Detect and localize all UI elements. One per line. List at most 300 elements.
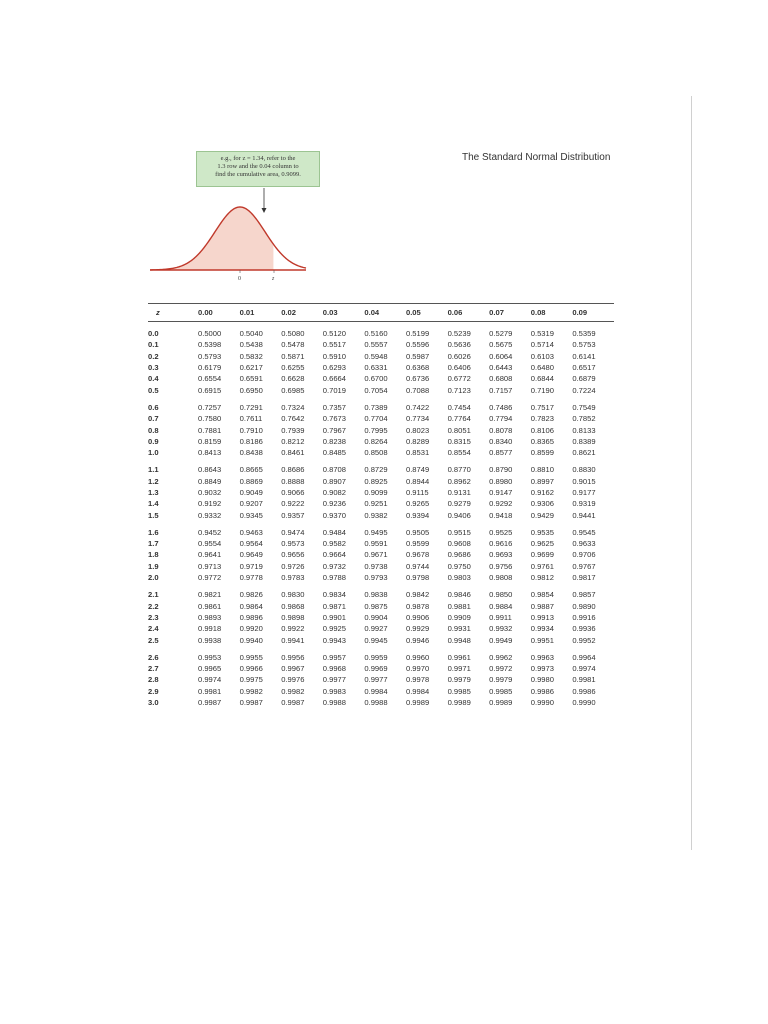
table-cell: 0.9738 bbox=[364, 561, 388, 571]
table-row bbox=[148, 663, 614, 674]
table-cell: 0.9913 bbox=[530, 612, 554, 622]
table-cell: 0.8888 bbox=[281, 476, 305, 486]
table-cell: 0.5636 bbox=[447, 340, 471, 350]
table-cell: 0.9929 bbox=[405, 624, 430, 634]
z-table bbox=[148, 303, 614, 708]
table-cell: 0.9918 bbox=[198, 624, 222, 634]
table-cell: 0.9850 bbox=[489, 590, 513, 600]
table-cell: 0.9953 bbox=[198, 652, 222, 662]
row-z-value: 0.3 bbox=[148, 363, 159, 373]
table-cell: 0.8289 bbox=[405, 436, 430, 446]
table-cell: 0.9251 bbox=[364, 499, 388, 509]
table-cell: 0.9920 bbox=[239, 624, 263, 634]
table-cell: 0.9934 bbox=[530, 624, 554, 634]
row-z-value: 0.9 bbox=[148, 436, 159, 446]
table-cell: 0.8997 bbox=[530, 476, 554, 486]
table-cell: 0.9980 bbox=[530, 675, 554, 685]
table-cell: 0.5478 bbox=[281, 340, 305, 350]
table-cell: 0.9932 bbox=[489, 624, 513, 634]
table-cell: 0.6443 bbox=[489, 363, 513, 373]
row-z-value: 1.3 bbox=[148, 488, 159, 497]
table-cell: 0.9965 bbox=[198, 664, 222, 674]
table-row bbox=[148, 487, 614, 498]
table-cell: 0.6293 bbox=[322, 363, 347, 373]
table-cell: 0.9906 bbox=[405, 612, 430, 622]
table-cell: 0.9719 bbox=[239, 561, 263, 571]
table-cell: 0.9966 bbox=[239, 664, 263, 674]
table-cell: 0.7580 bbox=[198, 414, 222, 424]
table-cell: 0.8830 bbox=[572, 465, 596, 475]
table-cell: 0.9959 bbox=[364, 652, 388, 662]
table-cell: 0.7324 bbox=[281, 402, 305, 412]
pointer-arrowhead bbox=[262, 208, 267, 213]
table-cell: 0.9868 bbox=[281, 601, 305, 611]
table-cell: 0.9817 bbox=[572, 573, 596, 583]
table-cell: 0.8869 bbox=[239, 476, 263, 486]
table-cell: 0.6517 bbox=[572, 363, 596, 373]
table-row bbox=[148, 652, 614, 663]
table-cell: 0.9545 bbox=[572, 527, 596, 537]
table-cell: 0.9963 bbox=[530, 652, 554, 662]
table-row bbox=[148, 328, 614, 339]
table-cell: 0.9975 bbox=[239, 675, 263, 685]
table-cell: 0.9911 bbox=[489, 612, 512, 622]
table-cell: 0.8485 bbox=[322, 448, 347, 458]
table-cell: 0.9265 bbox=[405, 499, 430, 509]
row-z-value: 1.5 bbox=[148, 510, 159, 520]
table-cell: 0.9756 bbox=[489, 561, 513, 571]
table-row bbox=[148, 424, 614, 435]
table-cell: 0.9049 bbox=[239, 488, 263, 497]
table-cell: 0.7019 bbox=[322, 385, 347, 395]
table-cell: 0.9664 bbox=[322, 550, 347, 560]
table-cell: 0.9761 bbox=[530, 561, 554, 571]
table-cell: 0.9985 bbox=[489, 686, 513, 696]
table-cell: 0.9744 bbox=[405, 561, 430, 571]
table-cell: 0.9292 bbox=[489, 499, 513, 509]
table-cell: 0.9987 bbox=[198, 698, 222, 708]
table-body bbox=[148, 322, 614, 709]
table-cell: 0.9345 bbox=[239, 510, 263, 520]
row-z-value: 1.9 bbox=[148, 561, 159, 571]
table-cell: 0.9306 bbox=[530, 499, 554, 509]
table-cell: 0.6628 bbox=[281, 374, 305, 384]
table-cell: 0.9406 bbox=[447, 510, 471, 520]
table-cell: 0.9981 bbox=[198, 686, 222, 696]
table-cell: 0.9591 bbox=[364, 539, 388, 549]
column-header: 0.02 bbox=[281, 304, 323, 322]
table-cell: 0.8051 bbox=[447, 425, 471, 435]
table-cell: 0.9279 bbox=[447, 499, 471, 509]
table-cell: 0.9878 bbox=[405, 601, 430, 611]
table-cell: 0.7642 bbox=[281, 414, 305, 424]
table-cell: 0.9943 bbox=[322, 635, 347, 645]
table-cell: 0.5040 bbox=[239, 329, 263, 339]
table-cell: 0.5910 bbox=[322, 351, 347, 361]
table-row bbox=[148, 561, 614, 572]
column-header-z: z bbox=[148, 304, 198, 322]
table-cell: 0.9032 bbox=[198, 488, 222, 497]
table-cell: 0.6808 bbox=[489, 374, 513, 384]
table-cell: 0.9838 bbox=[364, 590, 388, 600]
annotation-line: e.g., for z = 1.34, refer to the bbox=[220, 155, 296, 162]
table-cell: 0.9922 bbox=[281, 624, 305, 634]
annotation-box bbox=[196, 151, 320, 187]
row-z-value: 0.8 bbox=[148, 425, 159, 435]
table-row bbox=[148, 447, 614, 458]
table-cell: 0.9525 bbox=[489, 527, 513, 537]
table-cell: 0.6879 bbox=[572, 374, 596, 384]
table-cell: 0.7995 bbox=[364, 425, 388, 435]
table-cell: 0.9686 bbox=[447, 550, 471, 560]
table-cell: 0.9082 bbox=[322, 488, 347, 497]
table-cell: 0.6950 bbox=[239, 385, 263, 395]
table-cell: 0.5557 bbox=[364, 340, 388, 350]
table-cell: 0.9971 bbox=[447, 664, 471, 674]
row-z-value: 0.2 bbox=[148, 351, 159, 361]
table-cell: 0.9357 bbox=[281, 510, 305, 520]
table-cell: 0.9904 bbox=[364, 612, 388, 622]
table-row bbox=[148, 589, 614, 600]
column-header: 0.03 bbox=[323, 304, 365, 322]
table-cell: 0.9463 bbox=[239, 527, 263, 537]
table-cell: 0.9649 bbox=[239, 550, 263, 560]
table-cell: 0.9960 bbox=[405, 652, 430, 662]
table-cell: 0.6331 bbox=[364, 363, 388, 373]
table-cell: 0.5832 bbox=[239, 351, 263, 361]
table-cell: 0.9732 bbox=[322, 561, 347, 571]
table-row bbox=[148, 476, 614, 487]
column-header: 0.04 bbox=[364, 304, 406, 322]
table-cell: 0.9861 bbox=[198, 601, 222, 611]
table-cell: 0.9798 bbox=[405, 573, 430, 583]
table-cell: 0.7734 bbox=[405, 414, 430, 424]
column-header: 0.08 bbox=[531, 304, 573, 322]
table-cell: 0.9982 bbox=[239, 686, 263, 696]
table-cell: 0.9608 bbox=[447, 539, 471, 549]
table-cell: 0.9842 bbox=[405, 590, 430, 600]
table-cell: 0.5398 bbox=[198, 340, 222, 350]
table-cell: 0.9974 bbox=[572, 664, 596, 674]
table-cell: 0.5160 bbox=[364, 329, 388, 339]
table-cell: 0.6026 bbox=[447, 351, 471, 361]
table-cell: 0.7549 bbox=[572, 402, 596, 412]
table-cell: 0.6064 bbox=[489, 351, 513, 361]
table-cell: 0.6772 bbox=[447, 374, 471, 384]
row-z-value: 1.2 bbox=[148, 476, 159, 486]
table-cell: 0.9961 bbox=[447, 652, 471, 662]
table-cell: 0.8790 bbox=[489, 465, 513, 475]
table-cell: 0.9938 bbox=[198, 635, 222, 645]
table-cell: 0.9177 bbox=[572, 488, 596, 497]
table-cell: 0.9535 bbox=[530, 527, 554, 537]
annotation-line: 1.3 row and the 0.04 column to bbox=[217, 163, 299, 170]
table-cell: 0.5714 bbox=[530, 340, 554, 350]
table-cell: 0.8980 bbox=[489, 476, 513, 486]
table-cell: 0.6103 bbox=[530, 351, 554, 361]
table-cell: 0.5793 bbox=[198, 351, 222, 361]
table-cell: 0.9854 bbox=[530, 590, 554, 600]
table-cell: 0.9207 bbox=[239, 499, 263, 509]
table-row bbox=[148, 612, 614, 623]
table-cell: 0.5517 bbox=[322, 340, 347, 350]
table-cell: 0.7881 bbox=[198, 425, 222, 435]
table-cell: 0.9893 bbox=[198, 612, 222, 622]
table-cell: 0.7939 bbox=[281, 425, 305, 435]
table-cell: 0.9984 bbox=[405, 686, 430, 696]
table-cell: 0.5279 bbox=[489, 329, 513, 339]
row-z-value: 0.7 bbox=[148, 414, 159, 424]
row-z-value: 2.0 bbox=[148, 573, 159, 583]
column-header: 0.01 bbox=[240, 304, 282, 322]
table-cell: 0.9474 bbox=[281, 527, 305, 537]
table-cell: 0.9901 bbox=[322, 612, 347, 622]
table-cell: 0.9989 bbox=[447, 698, 471, 708]
table-cell: 0.8023 bbox=[405, 425, 430, 435]
row-z-value: 1.0 bbox=[148, 448, 159, 458]
row-z-value: 2.2 bbox=[148, 601, 159, 611]
table-cell: 0.9821 bbox=[198, 590, 222, 600]
table-cell: 0.9964 bbox=[572, 652, 596, 662]
table-cell: 0.9896 bbox=[239, 612, 263, 622]
table-cell: 0.9976 bbox=[281, 675, 305, 685]
table-cell: 0.8925 bbox=[364, 476, 388, 486]
table-cell: 0.8413 bbox=[198, 448, 222, 458]
table-cell: 0.9678 bbox=[405, 550, 430, 560]
table-cell: 0.6217 bbox=[239, 363, 263, 373]
table-cell: 0.9429 bbox=[530, 510, 554, 520]
table-cell: 0.9945 bbox=[364, 635, 388, 645]
table-cell: 0.9099 bbox=[364, 488, 388, 497]
table-cell: 0.5871 bbox=[281, 351, 305, 361]
page-title: The Standard Normal Distribution bbox=[462, 152, 611, 163]
table-cell: 0.7764 bbox=[447, 414, 471, 424]
table-cell: 0.9812 bbox=[530, 573, 554, 583]
table-cell: 0.9952 bbox=[572, 635, 596, 645]
table-cell: 0.7257 bbox=[198, 402, 222, 412]
table-cell: 0.9987 bbox=[239, 698, 263, 708]
table-cell: 0.9984 bbox=[364, 686, 388, 696]
table-cell: 0.9783 bbox=[281, 573, 305, 583]
table-cell: 0.6406 bbox=[447, 363, 471, 373]
row-z-value: 1.8 bbox=[148, 550, 159, 560]
table-row bbox=[148, 436, 614, 447]
table-cell: 0.8599 bbox=[530, 448, 554, 458]
row-z-value: 2.9 bbox=[148, 686, 159, 696]
table-cell: 0.9990 bbox=[572, 698, 596, 708]
table-cell: 0.7794 bbox=[489, 414, 513, 424]
table-row bbox=[148, 413, 614, 424]
table-cell: 0.9890 bbox=[572, 601, 596, 611]
table-cell: 0.9989 bbox=[405, 698, 430, 708]
table-cell: 0.8810 bbox=[530, 465, 554, 475]
table-cell: 0.8770 bbox=[447, 465, 471, 475]
table-cell: 0.9979 bbox=[447, 675, 471, 685]
table-cell: 0.9875 bbox=[364, 601, 388, 611]
annotation-line: find the cumulative area, 0.9099. bbox=[215, 171, 301, 178]
table-cell: 0.8577 bbox=[489, 448, 513, 458]
table-cell: 0.9616 bbox=[489, 539, 513, 549]
table-cell: 0.7910 bbox=[239, 425, 263, 435]
table-cell: 0.9989 bbox=[489, 698, 513, 708]
table-row bbox=[148, 509, 614, 520]
table-cell: 0.9884 bbox=[489, 601, 513, 611]
axis-label-zero: 0 bbox=[238, 276, 241, 282]
table-cell: 0.9788 bbox=[322, 573, 347, 583]
table-row bbox=[148, 339, 614, 350]
table-cell: 0.8315 bbox=[447, 436, 471, 446]
table-cell: 0.9857 bbox=[572, 590, 596, 600]
table-row bbox=[148, 384, 614, 395]
table-cell: 0.5120 bbox=[322, 329, 347, 339]
table-cell: 0.8264 bbox=[364, 436, 388, 446]
table-cell: 0.9955 bbox=[239, 652, 263, 662]
table-cell: 0.6255 bbox=[281, 363, 305, 373]
table-cell: 0.9974 bbox=[198, 675, 222, 685]
table-cell: 0.8389 bbox=[572, 436, 596, 446]
table-cell: 0.9931 bbox=[447, 624, 471, 634]
table-cell: 0.9927 bbox=[364, 624, 388, 634]
table-cell: 0.9987 bbox=[281, 698, 305, 708]
table-row bbox=[148, 549, 614, 560]
table-cell: 0.9573 bbox=[281, 539, 305, 549]
table-cell: 0.9977 bbox=[322, 675, 347, 685]
table-cell: 0.9936 bbox=[572, 624, 596, 634]
table-cell: 0.8159 bbox=[198, 436, 222, 446]
table-cell: 0.6141 bbox=[572, 351, 596, 361]
table-cell: 0.5199 bbox=[405, 329, 430, 339]
table-cell: 0.9554 bbox=[198, 539, 222, 549]
column-header: 0.07 bbox=[489, 304, 531, 322]
table-cell: 0.9793 bbox=[364, 573, 388, 583]
row-z-value: 2.7 bbox=[148, 664, 159, 674]
table-cell: 0.9495 bbox=[364, 527, 388, 537]
table-cell: 0.9956 bbox=[281, 652, 305, 662]
table-cell: 0.8944 bbox=[405, 476, 430, 486]
table-cell: 0.9826 bbox=[239, 590, 263, 600]
table-cell: 0.6480 bbox=[530, 363, 554, 373]
table-cell: 0.9015 bbox=[572, 476, 596, 486]
table-row bbox=[148, 351, 614, 362]
table-cell: 0.9898 bbox=[281, 612, 305, 622]
table-cell: 0.7486 bbox=[489, 402, 513, 412]
table-cell: 0.7454 bbox=[447, 402, 471, 412]
table-cell: 0.9985 bbox=[447, 686, 471, 696]
column-header: 0.05 bbox=[406, 304, 448, 322]
table-cell: 0.7088 bbox=[405, 385, 430, 395]
row-z-value: 1.7 bbox=[148, 539, 159, 549]
table-cell: 0.8729 bbox=[364, 465, 388, 475]
table-cell: 0.9713 bbox=[198, 561, 222, 571]
table-cell: 0.9641 bbox=[198, 550, 222, 560]
table-cell: 0.8849 bbox=[198, 476, 222, 486]
table-cell: 0.5675 bbox=[489, 340, 513, 350]
table-cell: 0.6844 bbox=[530, 374, 554, 384]
table-cell: 0.9881 bbox=[447, 601, 471, 611]
table-cell: 0.7852 bbox=[572, 414, 596, 424]
table-cell: 0.5359 bbox=[572, 329, 596, 339]
table-cell: 0.9941 bbox=[281, 635, 305, 645]
table-cell: 0.9864 bbox=[239, 601, 263, 611]
shaded-area bbox=[150, 207, 274, 270]
table-cell: 0.6368 bbox=[405, 363, 430, 373]
table-cell: 0.9418 bbox=[489, 510, 513, 520]
axis-label-z: z bbox=[272, 276, 275, 282]
table-cell: 0.9834 bbox=[322, 590, 347, 600]
row-z-value: 2.8 bbox=[148, 675, 159, 685]
column-header: 0.00 bbox=[198, 304, 240, 322]
table-row bbox=[148, 538, 614, 549]
table-cell: 0.9693 bbox=[489, 550, 513, 560]
table-cell: 0.9772 bbox=[198, 573, 222, 583]
table-cell: 0.9599 bbox=[405, 539, 430, 549]
table-cell: 0.8365 bbox=[530, 436, 554, 446]
table-row bbox=[148, 527, 614, 538]
table-cell: 0.8340 bbox=[489, 436, 513, 446]
table-cell: 0.9452 bbox=[198, 527, 222, 537]
table-cell: 0.8508 bbox=[364, 448, 388, 458]
table-cell: 0.9192 bbox=[198, 499, 222, 509]
table-cell: 0.9656 bbox=[281, 550, 305, 560]
table-cell: 0.9978 bbox=[405, 675, 430, 685]
table-cell: 0.9988 bbox=[364, 698, 388, 708]
table-cell: 0.9916 bbox=[572, 612, 596, 622]
table-cell: 0.9671 bbox=[364, 550, 388, 560]
table-cell: 0.9949 bbox=[489, 635, 513, 645]
row-z-value: 2.1 bbox=[148, 590, 159, 600]
table-cell: 0.9977 bbox=[364, 675, 388, 685]
table-cell: 0.6664 bbox=[322, 374, 347, 384]
table-cell: 0.9633 bbox=[572, 539, 596, 549]
table-cell: 0.9990 bbox=[530, 698, 554, 708]
table-cell: 0.9382 bbox=[364, 510, 388, 520]
table-cell: 0.5753 bbox=[572, 340, 596, 350]
table-cell: 0.9505 bbox=[405, 527, 430, 537]
table-cell: 0.9946 bbox=[405, 635, 430, 645]
table-cell: 0.9925 bbox=[322, 624, 347, 634]
column-header: 0.09 bbox=[572, 304, 614, 322]
table-cell: 0.5596 bbox=[405, 340, 430, 350]
table-cell: 0.9846 bbox=[447, 590, 471, 600]
table-cell: 0.9515 bbox=[447, 527, 471, 537]
table-cell: 0.9236 bbox=[322, 499, 347, 509]
table-cell: 0.5438 bbox=[239, 340, 263, 350]
table-cell: 0.8531 bbox=[405, 448, 430, 458]
table-cell: 0.9979 bbox=[489, 675, 513, 685]
table-header-row bbox=[148, 304, 614, 322]
table-cell: 0.7823 bbox=[530, 414, 554, 424]
table-cell: 0.9957 bbox=[322, 652, 347, 662]
table-row bbox=[148, 373, 614, 384]
table-cell: 0.8212 bbox=[281, 436, 305, 446]
table-cell: 0.9808 bbox=[489, 573, 513, 583]
table-cell: 0.9582 bbox=[322, 539, 347, 549]
table-cell: 0.5080 bbox=[281, 329, 305, 339]
table-cell: 0.9951 bbox=[530, 635, 554, 645]
table-cell: 0.9319 bbox=[572, 499, 596, 509]
table-cell: 0.9973 bbox=[530, 664, 554, 674]
table-cell: 0.8461 bbox=[281, 448, 305, 458]
row-z-value: 3.0 bbox=[148, 698, 159, 708]
table-cell: 0.8643 bbox=[198, 465, 222, 475]
row-z-value: 2.5 bbox=[148, 635, 159, 645]
row-z-value: 1.6 bbox=[148, 527, 159, 537]
row-z-value: 2.3 bbox=[148, 612, 159, 622]
row-z-value: 0.0 bbox=[148, 329, 159, 339]
table-cell: 0.6700 bbox=[364, 374, 388, 384]
table-cell: 0.9394 bbox=[405, 510, 430, 520]
table-cell: 0.8907 bbox=[322, 476, 347, 486]
